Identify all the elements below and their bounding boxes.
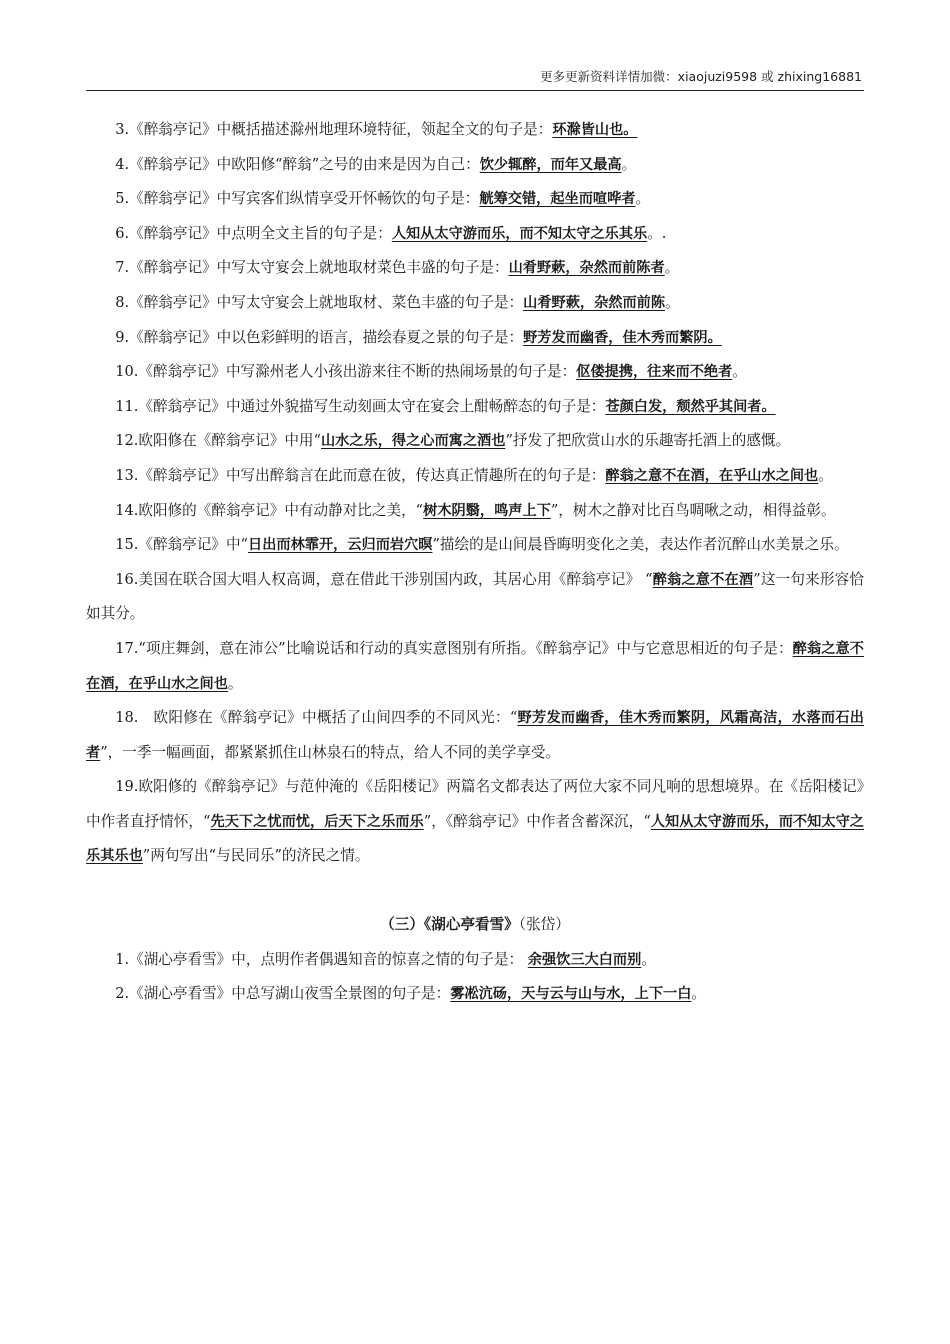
- page-header: [86, 62, 864, 91]
- question-text: 。: [665, 293, 680, 311]
- answer-text: 雾凇沆砀，天与云与山与水，上下一白: [450, 986, 692, 1003]
- question-text: 。: [732, 363, 747, 381]
- question-item: [86, 424, 864, 459]
- question-text: 。: [621, 155, 637, 173]
- question-item: [86, 355, 864, 390]
- question-item: [86, 390, 864, 425]
- answer-text: 山肴野蔌，杂然而前陈: [523, 294, 666, 311]
- question-text: 4.《醉翁亭记》中欧阳修“醉翁”之号的由来是因为自己：: [115, 155, 480, 173]
- question-text: 18. 欧阳修在《醉翁亭记》中概括了山间四季的不同风光：“: [115, 709, 518, 727]
- question-item: [86, 286, 864, 321]
- answer-text: 先天下之忧而忧，后天下之乐而乐: [210, 813, 424, 830]
- question-item: [86, 632, 864, 701]
- question-item: [86, 217, 864, 252]
- answer-text: 伛偻提携，往来而不绝者: [576, 364, 733, 381]
- question-item: [86, 113, 864, 148]
- answer-text: 山肴野蔌，杂然而前陈者: [508, 260, 665, 277]
- answer-text: 觥筹交错，起坐而喧哗者: [479, 191, 636, 208]
- question-item: [86, 459, 864, 494]
- question-text: 17.“项庄舞剑，意在沛公”比喻说话和行动的真实意图别有所指。《醉翁亭记》中与它意思相近的句子是：: [115, 639, 793, 657]
- question-text: 8.《醉翁亭记》中写太守宴会上就地取材、菜色丰盛的句子是：: [115, 293, 524, 311]
- page-content: [86, 113, 864, 1012]
- header-text: 更多更新资料详情加微：xiaojuzi9598 或 zhixing16881: [540, 69, 862, 84]
- answer-text: 野芳发而幽香，佳木秀而繁阴，风霜高洁，水落而石出者: [86, 710, 864, 761]
- question-text: 15.《醉翁亭记》中“: [115, 536, 249, 554]
- question-item: [86, 528, 864, 563]
- section-question-item: [86, 977, 864, 1012]
- question-text: 10.《醉翁亭记》中写滁州老人小孩出游来往不断的热闹场景的句子是：: [115, 363, 577, 381]
- section-question-list: [86, 943, 864, 1012]
- answer-text: 醉翁之意不在酒: [652, 571, 754, 588]
- question-text: ”描绘的是山间晨昏晦明变化之美，表达作者沉醉山水美景之乐。: [432, 536, 849, 554]
- question-list: [86, 113, 864, 770]
- question-text: 。.: [647, 224, 667, 242]
- question-text: 6.《醉翁亭记》中点明全文主旨的句子是：: [115, 224, 392, 242]
- question-text: 。: [635, 190, 651, 208]
- question-text: 。: [227, 674, 243, 692]
- question-item: [86, 148, 864, 183]
- question-text: 14.欧阳修的《醉翁亭记》中有动静对比之美，“: [115, 501, 424, 519]
- question-text: ”，树木之静对比百鸟啁啾之动，相得益彰。: [550, 501, 836, 519]
- section-heading: [86, 908, 864, 943]
- section-title: （三）《湖心亭看雪》: [380, 916, 519, 934]
- answer-text: 野芳发而幽香，佳木秀而繁阴。: [523, 329, 722, 346]
- answer-text: 环滁皆山也。: [552, 122, 638, 138]
- question-text: 2.《湖心亭看雪》中总写湖山夜雪全景图的句子是：: [115, 985, 451, 1003]
- section-question-item: [86, 943, 864, 978]
- answer-text: 饮少辄醉，而年又最高: [479, 156, 622, 173]
- question-text: 7.《醉翁亭记》中写太守宴会上就地取材菜色丰盛的句子是：: [115, 259, 509, 277]
- question-text: 。: [818, 466, 833, 484]
- question-text: 。: [664, 259, 680, 277]
- question-text: 。: [691, 985, 706, 1003]
- question-text: 9.《醉翁亭记》中以色彩鲜明的语言，描绘春夏之景的句子是：: [115, 328, 524, 346]
- question-item: [86, 251, 864, 286]
- question-text: ”，《醉翁亭记》中作者含蓄深沉，“: [423, 812, 651, 830]
- answer-text: 日出而林霏开，云归而岩穴暝: [248, 537, 433, 554]
- answer-text: 苍颜白发，颓然乎其间者。: [605, 398, 776, 415]
- answer-text: 树木阴翳，鸣声上下: [423, 502, 551, 519]
- question-text: 16.美国在联合国大唱人权高调，意在借此干涉别国内政，其居心用《醉翁亭记》 “: [115, 570, 653, 588]
- question-item: [86, 321, 864, 356]
- question-text: ”，一季一幅画面，都紧紧抓住山林泉石的特点，给人不同的美学享受。: [100, 743, 561, 761]
- section-author: （张岱）: [518, 916, 570, 934]
- question-text: 11.《醉翁亭记》中通过外貌描写生动刻画太守在宴会上酣畅醉态的句子是：: [115, 397, 606, 415]
- question-text: ”抒发了把欣赏山水的乐趣寄托酒上的感慨。: [505, 432, 791, 450]
- answer-text: 人知从太守游而乐，而不知太守之乐其乐也: [86, 813, 864, 865]
- question-item: [86, 182, 864, 217]
- answer-text: 醉翁之意不在酒，在乎山水之间也: [86, 640, 864, 692]
- answer-text: 余强饮三大白而别: [527, 951, 642, 968]
- question-text: ”这一句来形容恰如其分。: [86, 570, 864, 623]
- answer-text: 山水之乐，得之心而寓之酒也: [320, 433, 506, 450]
- question-item-19: [86, 770, 864, 874]
- question-text: ”两句写出“与民同乐”的济民之情。: [142, 847, 370, 865]
- question-text: 19.欧阳修的《醉翁亭记》与范仲淹的《岳阳楼记》两篇名文都表达了两位大家不同凡响的思想境界。在《岳阳楼记》中作者直抒情怀，“: [86, 778, 864, 830]
- question-text: 3.《醉翁亭记》中概括描述滁州地理环境特征，领起全文的句子是：: [115, 121, 553, 138]
- question-text: 12.欧阳修在《醉翁亭记》中用“: [115, 432, 321, 450]
- answer-text: 人知从太守游而乐，而不知太守之乐其乐: [391, 225, 648, 242]
- question-text: 13.《醉翁亭记》中写出醉翁言在此而意在彼，传达真正情趣所在的句子是：: [115, 466, 606, 484]
- answer-text: 醉翁之意不在酒，在乎山水之间也: [605, 467, 819, 484]
- question-text: 。: [641, 950, 656, 968]
- question-item: [86, 563, 864, 632]
- question-text: 1.《湖心亭看雪》中，点明作者偶遇知音的惊喜之情的句子是：: [115, 950, 528, 968]
- question-item: [86, 701, 864, 770]
- question-text: 5.《醉翁亭记》中写宾客们纵情享受开怀畅饮的句子是：: [115, 190, 480, 208]
- question-item: [86, 494, 864, 529]
